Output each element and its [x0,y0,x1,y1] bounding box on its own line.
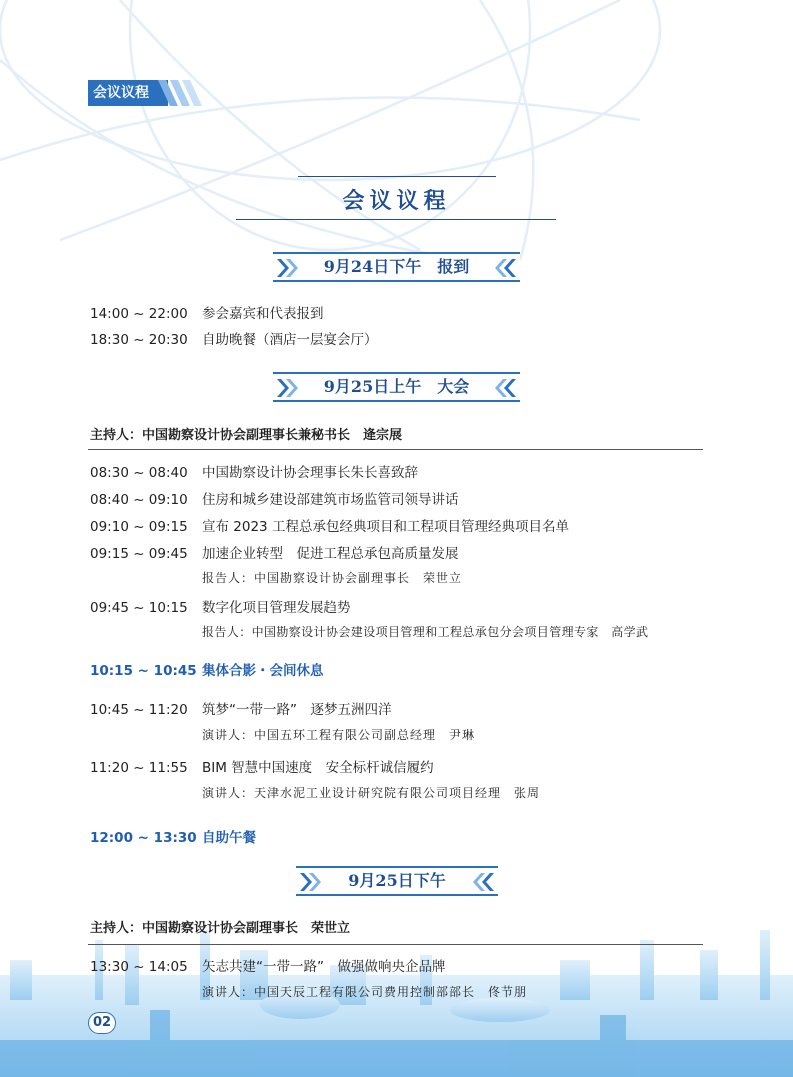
agenda-text: 宣布 2023 工程总承包经典项目和工程项目管理经典项目名单 [202,519,569,535]
agenda-text: 集体合影・会间休息 [202,663,324,679]
agenda-text: BIM 智慧中国速度 安全标杆诚信履约 [202,760,434,776]
title-line-top [298,176,496,177]
day-header-sep24-pm [273,252,520,282]
agenda-row [90,515,569,535]
agenda-text: 加速企业转型 促进工程总承包高质量发展 [202,546,459,562]
agenda-row [90,328,378,348]
agenda-text: 数字化项目管理发展趋势 [202,600,351,616]
agenda-text: 住房和城乡建设部建筑市场监管司领导讲话 [202,492,459,508]
agenda-time: 09:10 ~ 09:15 [90,519,188,535]
left-arrows-icon [490,259,516,277]
left-arrows-icon [468,873,494,891]
agenda-time: 12:00 ~ 13:30 [90,830,197,846]
reporter-line: 演讲人：中国天辰工程有限公司费用控制部部长 佟节朋 [202,985,528,999]
agenda-time: 10:15 ~ 10:45 [90,663,197,679]
section-tab: 会议议程 [88,80,168,106]
agenda-row-highlight [90,826,256,846]
agenda-text: 参会嘉宾和代表报到 [202,306,324,322]
agenda-time: 11:20 ~ 11:55 [90,760,188,776]
agenda-row [90,542,459,562]
agenda-text: 自助午餐 [202,830,256,846]
agenda-row [90,955,446,975]
agenda-row-highlight [90,659,324,679]
tab-stripes-decoration [158,80,210,106]
agenda-text: 矢志共建“一带一路” 做强做响央企品牌 [202,959,446,975]
reporter-line: 报告人：中国勘察设计协会副理事长 荣世立 [202,571,463,585]
day-header-sep25-pm [296,866,498,896]
agenda-time: 18:30 ~ 20:30 [90,332,188,348]
agenda-time: 14:00 ~ 22:00 [90,306,188,322]
agenda-row [90,488,459,508]
reporter-line: 演讲人：天津水泥工业设计研究院有限公司项目经理 张周 [202,786,541,800]
reporter-line: 报告人：中国勘察设计协会建设项目管理和工程总承包分会项目管理专家 高学武 [202,625,649,639]
agenda-time: 13:30 ~ 14:05 [90,959,188,975]
day-header-label: 9月25日上午 大会 [323,377,470,396]
agenda-time: 08:30 ~ 08:40 [90,465,188,481]
agenda-row [90,302,324,322]
left-arrows-icon [490,379,516,397]
agenda-row [90,461,418,481]
day-header-sep25-am [273,372,520,402]
agenda-row [90,596,351,616]
agenda-text: 中国勘察设计协会理事长朱长喜致辞 [202,465,418,481]
host-line: 主持人：中国勘察设计协会副理事长兼秘书长 逄宗展 [90,428,403,443]
divider [88,449,703,450]
agenda-time: 10:45 ~ 11:20 [90,702,188,718]
title-line-bottom [236,219,556,220]
agenda-row [90,698,392,718]
day-header-label: 9月24日下午 报到 [323,257,470,276]
reporter-line: 演讲人：中国五环工程有限公司副总经理 尹琳 [202,728,476,742]
host-line: 主持人：中国勘察设计协会副理事长 荣世立 [90,921,351,936]
agenda-time: 09:45 ~ 10:15 [90,600,188,616]
agenda-time: 09:15 ~ 09:45 [90,546,188,562]
divider [88,944,703,945]
agenda-time: 08:40 ~ 09:10 [90,492,188,508]
page-title: 会议议程 [342,188,451,214]
agenda-text: 筑梦“一带一路” 逐梦五洲四洋 [202,702,392,718]
agenda-row [90,756,434,776]
page-number: 02 [88,1012,116,1034]
day-header-label: 9月25日下午 [348,871,446,890]
agenda-text: 自助晚餐（酒店一层宴会厅） [202,332,378,348]
